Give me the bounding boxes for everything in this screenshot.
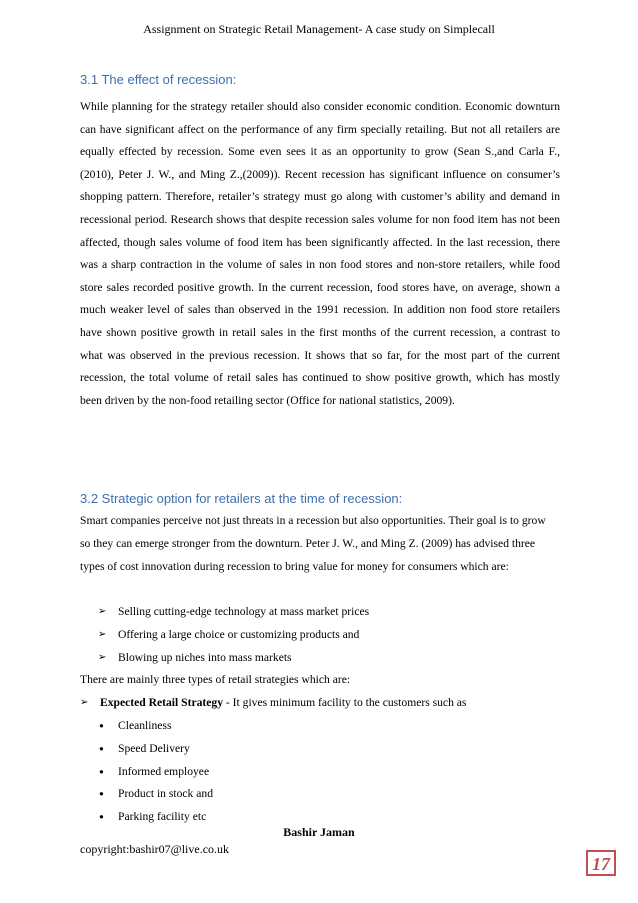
section-heading-strategic-option: 3.2 Strategic option for retailers at the time of recession:	[80, 491, 403, 506]
arrow-bullet-icon: ➢	[98, 651, 107, 663]
list-item: ➢ Offering a large choice or customizing products and	[80, 624, 369, 647]
dot-bullet-icon: •	[98, 719, 105, 733]
list-item: ➢ Selling cutting-edge technology at mass market prices	[80, 601, 369, 624]
list-item: • Cleanliness	[80, 715, 213, 738]
dot-bullet-icon: •	[98, 764, 105, 779]
footer-author: Bashir Jaman	[283, 825, 355, 839]
section-heading-recession: 3.1 The effect of recession:	[80, 72, 237, 87]
expected-strategy-line	[80, 692, 466, 715]
page-number: 17	[592, 854, 610, 874]
footer-copyright: copyright:bashir07@live.co.uk	[80, 842, 230, 856]
dot-bullet-icon: •	[98, 787, 105, 802]
expected-strategy-text: - It gives minimum facility to the customers such as	[225, 696, 467, 709]
dot-bullet-icon: •	[98, 741, 105, 756]
expected-strategy-title: Expected Retail Strategy	[100, 696, 223, 709]
arrow-bullet-icon: ➢	[80, 697, 89, 708]
recession-paragraph: While planning for the strategy retailer should also consider economic condition. Economic downturn can have significant affect on the performance of any firm specially retailing. But not all retailers are equally effected by recession. Some even sees it as an opportunity to grow (Sean S.,and Carla F., (2010), Peter J. W., and Ming Z.,(2009)). Recent recession has significant influence on consumer’s shopping pattern. Therefore, retailer’s strategy must go along with customer’s ability and demand in recessional period. Research shows that despite recession sales volume for non food item has not been affected, though sales volume of food item has been significantly affected. In the last recession, there was a sharp contraction in the volume of sales in non food stores and non-store retailers, while food store sales recorded positive growth. In the current recession, food stores have, on average, shown a much weaker level of sales than observed in the 1991 recession. In addition non food store retailers have shown positive growth in retail sales in the first months of the current recession, a contrast to what was observed in the previous recession. It shows that so far, for the most part of the current recession, the total volume of retail sales has continued to show positive growth, which has mostly been driven by the non-food retailing sector (Office for national statistics, 2009).	[80, 100, 560, 407]
strategic-intro-paragraph: Smart companies perceive not just threats in a recession but also opportunities. Their goal is to grow so they can emerge stronger from the downturn. Peter J. W., and Ming Z. (2009) has advised three types of cost innovation during recession to bring value for money for consumers which are:	[80, 514, 546, 573]
dot-bullet-icon: •	[98, 810, 105, 825]
list-item: • Informed employee	[80, 761, 213, 784]
arrow-bullet-icon: ➢	[98, 628, 107, 640]
list-item: • Parking facility etc	[80, 806, 213, 829]
list-item: ➢ Blowing up niches into mass markets	[80, 647, 369, 670]
expected-facilities-list	[80, 715, 213, 829]
page-number-box	[586, 850, 616, 876]
list-item: • Product in stock and	[80, 783, 213, 806]
page-header: Assignment on Strategic Retail Management- A case study on Simplecall	[143, 22, 495, 36]
arrow-bullet-icon: ➢	[98, 606, 107, 617]
strategies-intro: There are mainly three types of retail strategies which are:	[80, 673, 351, 686]
cost-innovation-list	[80, 601, 369, 669]
list-item: • Speed Delivery	[80, 738, 213, 761]
